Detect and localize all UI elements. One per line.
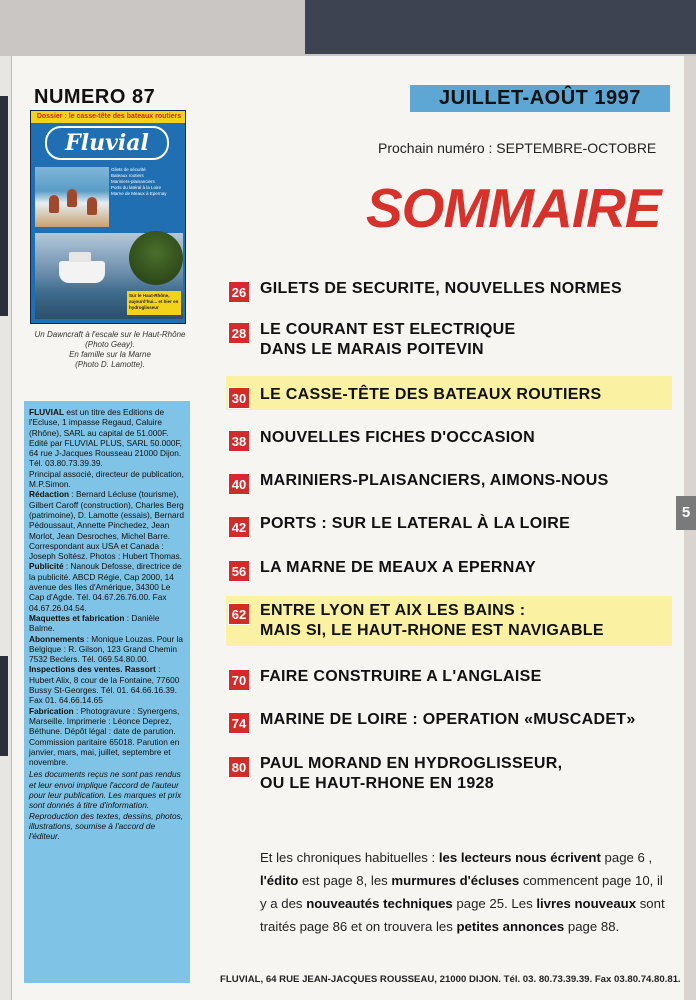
credits-publicite: Publicité : Nanouk Defosse, directrice de la publicité. ABCD Régie, Cap 2000, 14 avenue des Iles d'Amérique, 34300 Le Cap d'Agde. Tél. 04.67.26.76.00. Fax 04.67.26.04.54. <box>29 561 182 613</box>
page-number-badge: 74 <box>228 712 250 734</box>
cover-bullet: Ports du latéral à la Loire <box>111 185 162 190</box>
cover-thumbnail <box>30 110 186 324</box>
credits-fabrication: Fabrication : Photogravure : Synergens, Marseille. Imprimerie : Léonce Deprez, Béthune. Dépôt légal : date de parution. Commission paritaire 65018. Parution en janvier, mars, mai, juillet, septembre et novembre. <box>29 705 180 768</box>
boat-icon <box>59 261 105 283</box>
page-title: SOMMAIRE <box>366 177 661 239</box>
toc-title: FAIRE CONSTRUIRE A L'ANGLAISE <box>260 668 542 685</box>
credits-abonnements: Abonnements : Monique Louzas. Pour la Belgique : R. Gilson, 123 Grand Chemin 7532 Beclers. Tél. 069.54.80.00. <box>29 633 184 665</box>
credits-box <box>24 401 190 983</box>
page-number-badge: 28 <box>228 322 250 344</box>
toc-title: PAUL MORAND EN HYDROGLISSEUR, OU LE HAUT-RHONE EN 1928 <box>260 755 563 792</box>
toc-title: GILETS DE SECURITE, NOUVELLES NORMES <box>260 280 622 297</box>
page-number-badge: 38 <box>228 430 250 452</box>
toc-title: PORTS : SUR LE LATERAL À LA LOIRE <box>260 515 571 532</box>
toc-title: LE CASSE-TÊTE DES BATEAUX ROUTIERS <box>260 386 602 403</box>
caption-line: En famille sur la Marne <box>69 350 151 359</box>
toc-title: MARINIERS-PLAISANCIERS, AIMONS-NOUS <box>260 472 609 489</box>
issue-date: JUILLET-AOÛT 1997 <box>410 85 670 112</box>
credits-associate: Principal associé, directeur de publication, M.P.Simon. <box>29 468 184 490</box>
cover-bullet: Marne de Meaux à Epernay <box>111 191 167 196</box>
cover-caption <box>22 330 198 370</box>
caption-line: (Photo D. Lamotte). <box>75 360 145 369</box>
caption-line: (Photo Geay). <box>85 340 135 349</box>
credits-redaction: Rédaction : Bernard Lécluse (tourisme), Gilbert Caroff (construction), Charles Berg (patrimoine), D. Lamotte (essais), Bernard Pédoussaut, Annette Pinchedez, Jean Morlot, Jean Desroches, Michel Barre. Correspondant aux USA et Canada : Joseph Soltész. Photos : Hubert Thomas. <box>29 489 184 562</box>
caption-line: Un Dawncraft à l'escale sur le Haut-Rhône <box>34 330 186 339</box>
toc-title: LE COURANT EST ELECTRIQUE DANS LE MARAIS POITEVIN <box>260 321 516 358</box>
left-edge-mark <box>0 656 8 756</box>
credits-inspections: Inspections des ventes. Rassort : Hubert Alix, 8 cour de la Fontaine, 77600 Bussy St-Georges. Tél. 01. 64.66.16.39. Fax 01. 64.66.14.65 <box>29 664 180 706</box>
cover-banner: Dossier : le casse-tête des bateaux routiers <box>31 111 186 123</box>
toc-title: MARINE DE LOIRE : OPERATION «MUSCADET» <box>260 711 636 728</box>
page-number-badge: 30 <box>228 387 250 409</box>
page-tab: 5 <box>676 496 696 530</box>
cover-tree <box>129 231 183 285</box>
cover-bullet: Bateaux routiers <box>111 173 144 178</box>
toc-title: ENTRE LYON ET AIX LES BAINS : MAIS SI, LE HAUT-RHONE EST NAVIGABLE <box>260 602 604 639</box>
cover-bullet: Gilets de sécurité <box>111 167 146 172</box>
footer-address: FLUVIAL, 64 RUE JEAN-JACQUES ROUSSEAU, 21000 DIJON. Tél. 03. 80.73.39.39. Fax 03.80.74.80.81. <box>220 974 681 985</box>
credits-maquette: Maquettes et fabrication : Danièle Balme. <box>29 612 160 634</box>
toc-title: NOUVELLES FICHES D'OCCASION <box>260 429 536 446</box>
cover-tag: Sur le Haut-Rhône, aujourd'hui... et hier en hydroglisseur <box>127 291 181 315</box>
cover-bullet: Mariniers-plaisanciers <box>111 179 155 184</box>
toc-title: LA MARNE DE MEAUX A EPERNAY <box>260 559 536 576</box>
cover-photo-family <box>35 167 109 227</box>
page-number-badge: 40 <box>228 473 250 495</box>
page-number-badge: 62 <box>228 603 250 625</box>
left-page-edge <box>0 56 12 1000</box>
cover-bullets <box>111 167 185 197</box>
credits-intro: FLUVIAL est un titre des Editions de l'Ecluse, 1 impasse Regaud, Caluire (Rhône), SARL au capital de 51.000F. Edité par FLUVIAL PLUS, SARL 50.000F, 64 rue J-Jacques Rousseau 21000 Dijon. Tél. 03.80.73.39.39. <box>29 407 182 469</box>
page-number-badge: 80 <box>228 756 250 778</box>
issue-number: NUMERO 87 <box>34 86 156 108</box>
top-dark-strip <box>305 0 696 54</box>
page-number-badge: 70 <box>228 669 250 691</box>
chronicles-paragraph: Et les chroniques habituelles : les lecteurs nous écrivent page 6 , l'édito est page 8, les murmures d'écluses commencent page 10, il y a des nouveautés techniques page 25. Les livres nouveaux sont traités page 86 et on trouvera les petites annonces page 88. <box>260 850 665 934</box>
credits-note: Les documents reçus ne sont pas rendus et leur envoi implique l'accord de l'auteur pour leur publication. Les marques et prix sont donnés à titre d'information. Reproduction des textes, dessins, photos, illustrations, soumise à l'accord de l'éditeur. <box>29 769 184 842</box>
cover-logo: Fluvial <box>45 126 169 160</box>
page-number-badge: 42 <box>228 516 250 538</box>
page-number-badge: 26 <box>228 281 250 303</box>
next-issue: Prochain numéro : SEPTEMBRE-OCTOBRE <box>378 140 657 156</box>
left-edge-mark <box>0 96 8 316</box>
page-number-badge: 56 <box>228 560 250 582</box>
top-page-edge <box>0 0 696 56</box>
